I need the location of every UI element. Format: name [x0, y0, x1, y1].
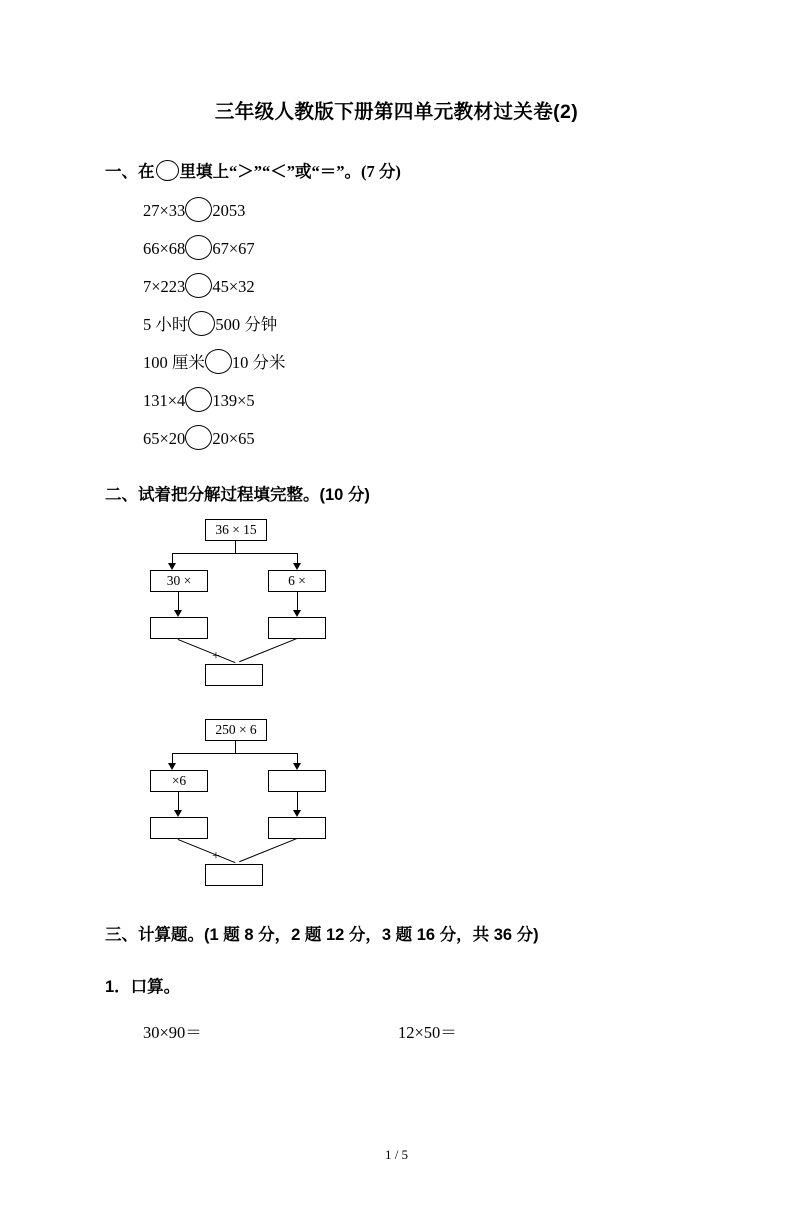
plus-operator: + — [212, 849, 220, 864]
flow1-right-result-box[interactable] — [268, 617, 326, 639]
calc-item[interactable]: 12×50＝ — [398, 1023, 457, 1042]
connector — [178, 839, 236, 863]
connector — [239, 838, 297, 862]
flow1-total-box[interactable] — [205, 664, 263, 686]
arrow-icon — [168, 563, 176, 570]
list-item — [143, 197, 688, 219]
decomposition-diagram-2 — [150, 719, 410, 891]
flow1-left-mid-box[interactable]: 30 × — [150, 570, 208, 592]
compare-right: 139×5 — [212, 391, 255, 410]
flow2-left-result-box[interactable] — [150, 817, 208, 839]
connector — [235, 741, 236, 753]
compare-right: 45×32 — [212, 277, 255, 296]
section-one-suffix: 里填上“＞”“＜”或“＝”。(7 分) — [179, 162, 401, 181]
compare-left: 100 厘米 — [143, 353, 205, 372]
section-two-heading: 二、试着把分解过程填完整。(10 分) — [105, 486, 370, 504]
answer-circle[interactable] — [188, 311, 215, 336]
flow2-right-mid-box[interactable] — [268, 770, 326, 792]
compare-left: 131×4 — [143, 391, 186, 410]
compare-right: 2053 — [212, 201, 246, 220]
answer-circle[interactable] — [185, 425, 212, 450]
section-three-heading: 三、计算题。(1 题 8 分，2 题 12 分，3 题 16 分，共 36 分) — [105, 926, 539, 944]
flow2-left-mid-box[interactable]: ×6 — [150, 770, 208, 792]
section-one-prefix: 一、在 — [105, 163, 155, 181]
list-item — [143, 235, 688, 257]
arrow-icon — [293, 610, 301, 617]
answer-circle[interactable] — [185, 273, 212, 298]
compare-left: 7×223 — [143, 277, 186, 296]
answer-circle[interactable] — [205, 349, 232, 374]
compare-right: 20×65 — [212, 429, 255, 448]
flow2-top-box: 250 × 6 — [205, 719, 267, 741]
flow1-left-result-box[interactable] — [150, 617, 208, 639]
circle-icon — [156, 160, 179, 181]
list-item — [143, 387, 688, 409]
answer-circle[interactable] — [185, 235, 212, 260]
section-one-heading — [105, 158, 688, 182]
connector — [239, 638, 297, 662]
connector — [235, 541, 236, 553]
flow2-total-box[interactable] — [205, 864, 263, 886]
arrow-icon — [174, 810, 182, 817]
page-number: 1 / 5 — [384, 1147, 409, 1162]
list-item — [143, 273, 688, 295]
answer-circle[interactable] — [185, 387, 212, 412]
arrow-icon — [293, 563, 301, 570]
question-1-items — [143, 1019, 688, 1043]
page-title: 三年级人教版下册第四单元教材过关卷(2) — [214, 101, 579, 123]
list-item — [143, 425, 688, 447]
calc-item[interactable]: 30×90＝ — [143, 1023, 202, 1042]
connector — [172, 753, 298, 754]
list-item — [143, 311, 688, 333]
question-1-label: 1．口算。 — [105, 978, 181, 996]
document-page — [0, 96, 793, 1218]
connector — [178, 639, 236, 663]
decomposition-diagram-1 — [150, 519, 410, 691]
flow1-top-box: 36 × 15 — [205, 519, 267, 541]
compare-left: 65×20 — [143, 429, 186, 448]
arrow-icon — [293, 810, 301, 817]
comparison-list — [105, 197, 688, 447]
compare-right: 67×67 — [212, 239, 255, 258]
arrow-icon — [293, 763, 301, 770]
compare-right: 500 分钟 — [215, 315, 278, 334]
list-item — [143, 349, 688, 371]
connector — [172, 553, 298, 554]
compare-left: 27×33 — [143, 201, 186, 220]
arrow-icon — [168, 763, 176, 770]
compare-left: 5 小时 — [143, 315, 189, 334]
arrow-icon — [174, 610, 182, 617]
compare-left: 66×68 — [143, 239, 186, 258]
answer-circle[interactable] — [185, 197, 212, 222]
compare-right: 10 分米 — [231, 353, 286, 372]
flow1-right-mid-box[interactable]: 6 × — [268, 570, 326, 592]
plus-operator: + — [212, 649, 220, 664]
flow2-right-result-box[interactable] — [268, 817, 326, 839]
